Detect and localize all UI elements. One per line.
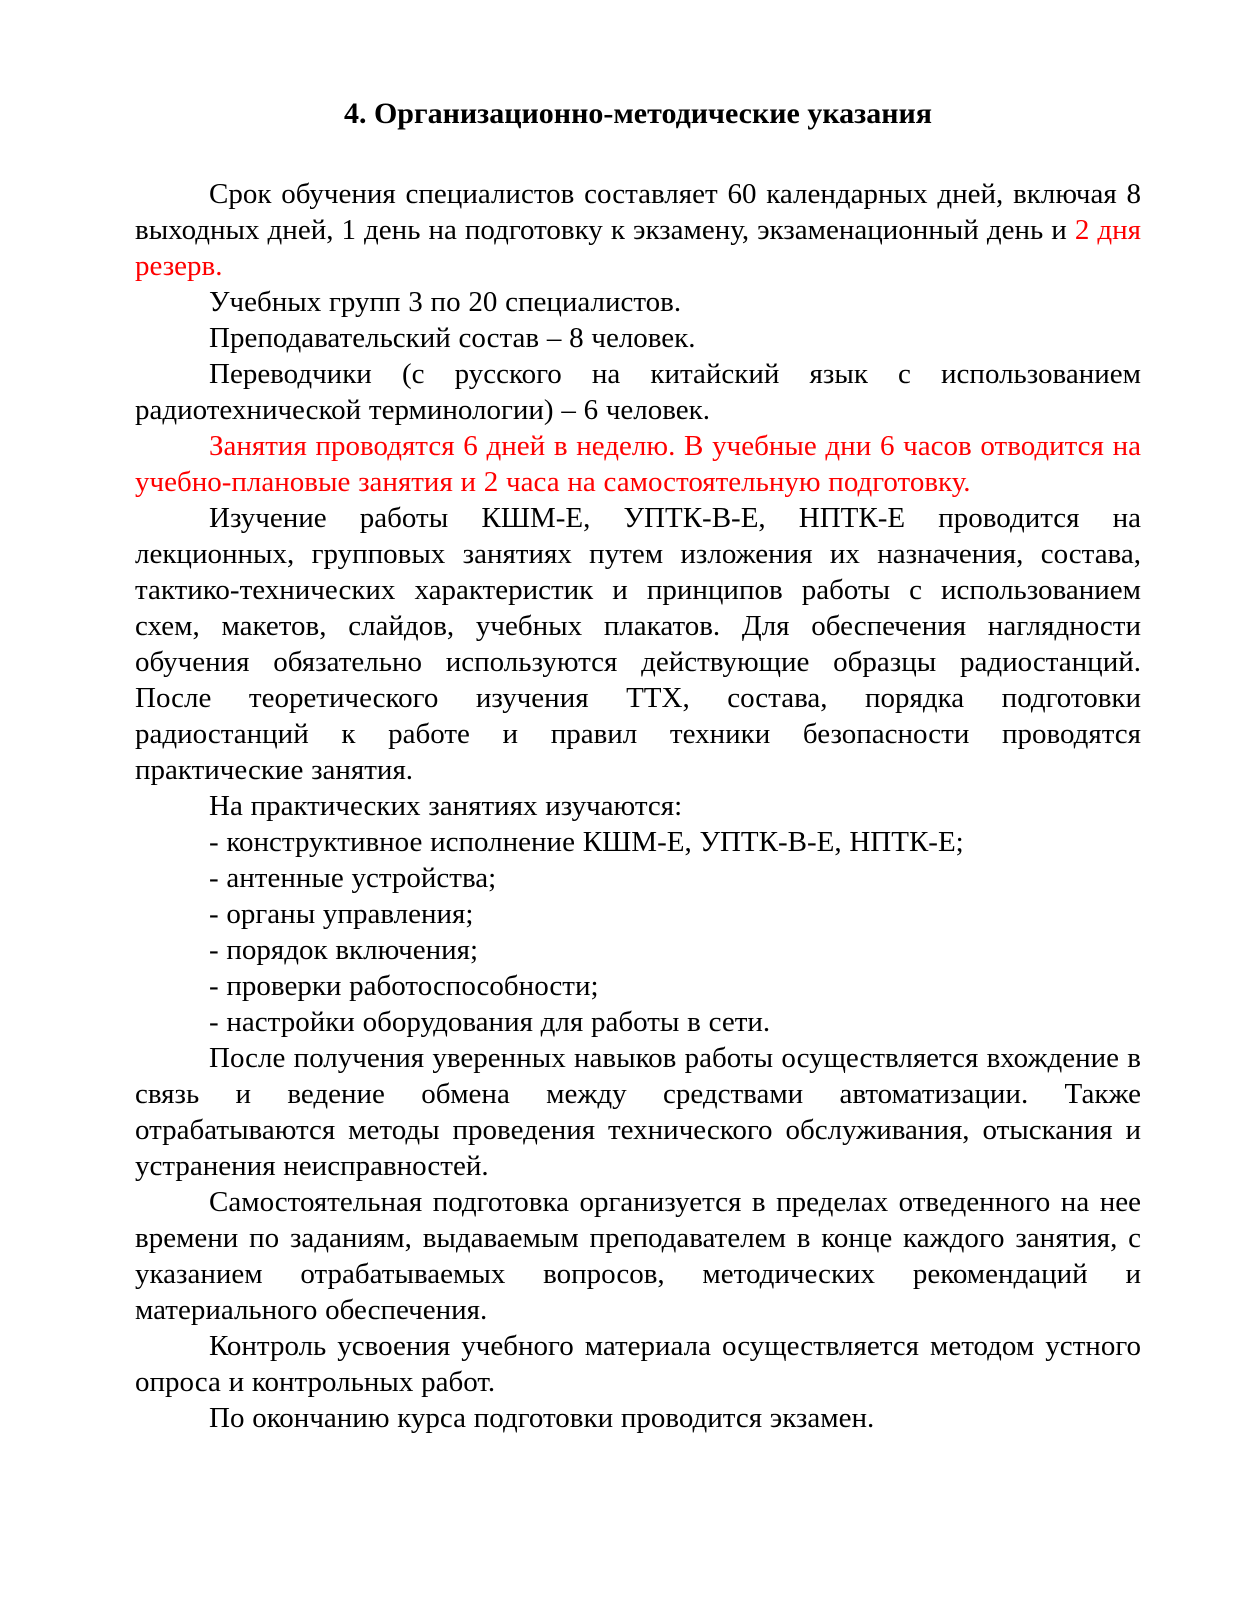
text-run: После получения уверенных навыков работы осуществляется вхождение в связь и ведение обмена между средствами автоматизации. Также отрабатываются методы проведения технического обслуживания, отыскания и устранения неисправностей. xyxy=(135,1042,1141,1182)
document-content xyxy=(135,96,1141,1436)
text-run: - порядок включения; xyxy=(209,934,479,966)
paragraph xyxy=(135,1400,1141,1436)
text-run: Изучение работы КШМ-Е, УПТК-В-Е, НПТК-Е проводится на лекционных, групповых занятиях путем изложения их назначения, состава, тактико-технических характеристик и принципов работы с использованием схем, макетов, слайдов, учебных плакатов. Для обеспечения наглядности обучения обязательно используются действующие образцы радиостанций. После теоретического изучения ТТХ, состава, порядка подготовки радиостанций к работе и правил техники безопасности проводятся практические занятия. xyxy=(135,502,1141,786)
text-run: - антенные устройства; xyxy=(209,862,497,894)
paragraph xyxy=(135,320,1141,356)
paragraph xyxy=(135,500,1141,788)
text-run: Переводчики (с русского на китайский язык с использованием радиотехнической терминологии) – 6 человек. xyxy=(135,358,1141,426)
paragraph xyxy=(135,788,1141,824)
text-run: Преподавательский состав – 8 человек. xyxy=(209,322,696,354)
list-item xyxy=(135,824,1141,860)
text-run: - проверки работоспособности; xyxy=(209,970,599,1002)
paragraph xyxy=(135,1184,1141,1328)
text-run: - настройки оборудования для работы в сети. xyxy=(209,1006,771,1038)
paragraph xyxy=(135,356,1141,428)
red-text-run: 2 дня резерв. xyxy=(135,214,1141,282)
list-item xyxy=(135,1004,1141,1040)
text-run: Учебных групп 3 по 20 специалистов. xyxy=(209,286,682,318)
red-text-run: Занятия проводятся 6 дней в неделю. В учебные дни 6 часов отводится на учебно-плановые занятия и 2 часа на самостоятельную подготовку. xyxy=(135,430,1141,498)
list-item xyxy=(135,932,1141,968)
text-run: По окончанию курса подготовки проводится экзамен. xyxy=(209,1402,875,1434)
paragraph xyxy=(135,1328,1141,1400)
list-item xyxy=(135,896,1141,932)
list-item xyxy=(135,860,1141,896)
text-run: Контроль усвоения учебного материала осуществляется методом устного опроса и контрольных работ. xyxy=(135,1330,1141,1398)
text-run: Срок обучения специалистов составляет 60 календарных дней, включая 8 выходных дней, 1 день на подготовку к экзамену, экзаменационный день и xyxy=(135,178,1141,246)
paragraph xyxy=(135,1040,1141,1184)
paragraph xyxy=(135,428,1141,500)
document-body xyxy=(135,176,1141,1436)
text-run: На практических занятиях изучаются: xyxy=(209,790,683,822)
text-run: - органы управления; xyxy=(209,898,474,930)
paragraph xyxy=(135,284,1141,320)
text-run: - конструктивное исполнение КШМ-Е, УПТК-В-Е, НПТК-Е; xyxy=(209,826,964,858)
list-item xyxy=(135,968,1141,1004)
document-title: 4. Организационно-методические указания xyxy=(343,97,933,130)
text-run: Самостоятельная подготовка организуется в пределах отведенного на нее времени по заданиям, выдаваемым преподавателем в конце каждого занятия, с указанием отрабатываемых вопросов, методических рекомендаций и материального обеспечения. xyxy=(135,1186,1141,1326)
paragraph xyxy=(135,176,1141,284)
